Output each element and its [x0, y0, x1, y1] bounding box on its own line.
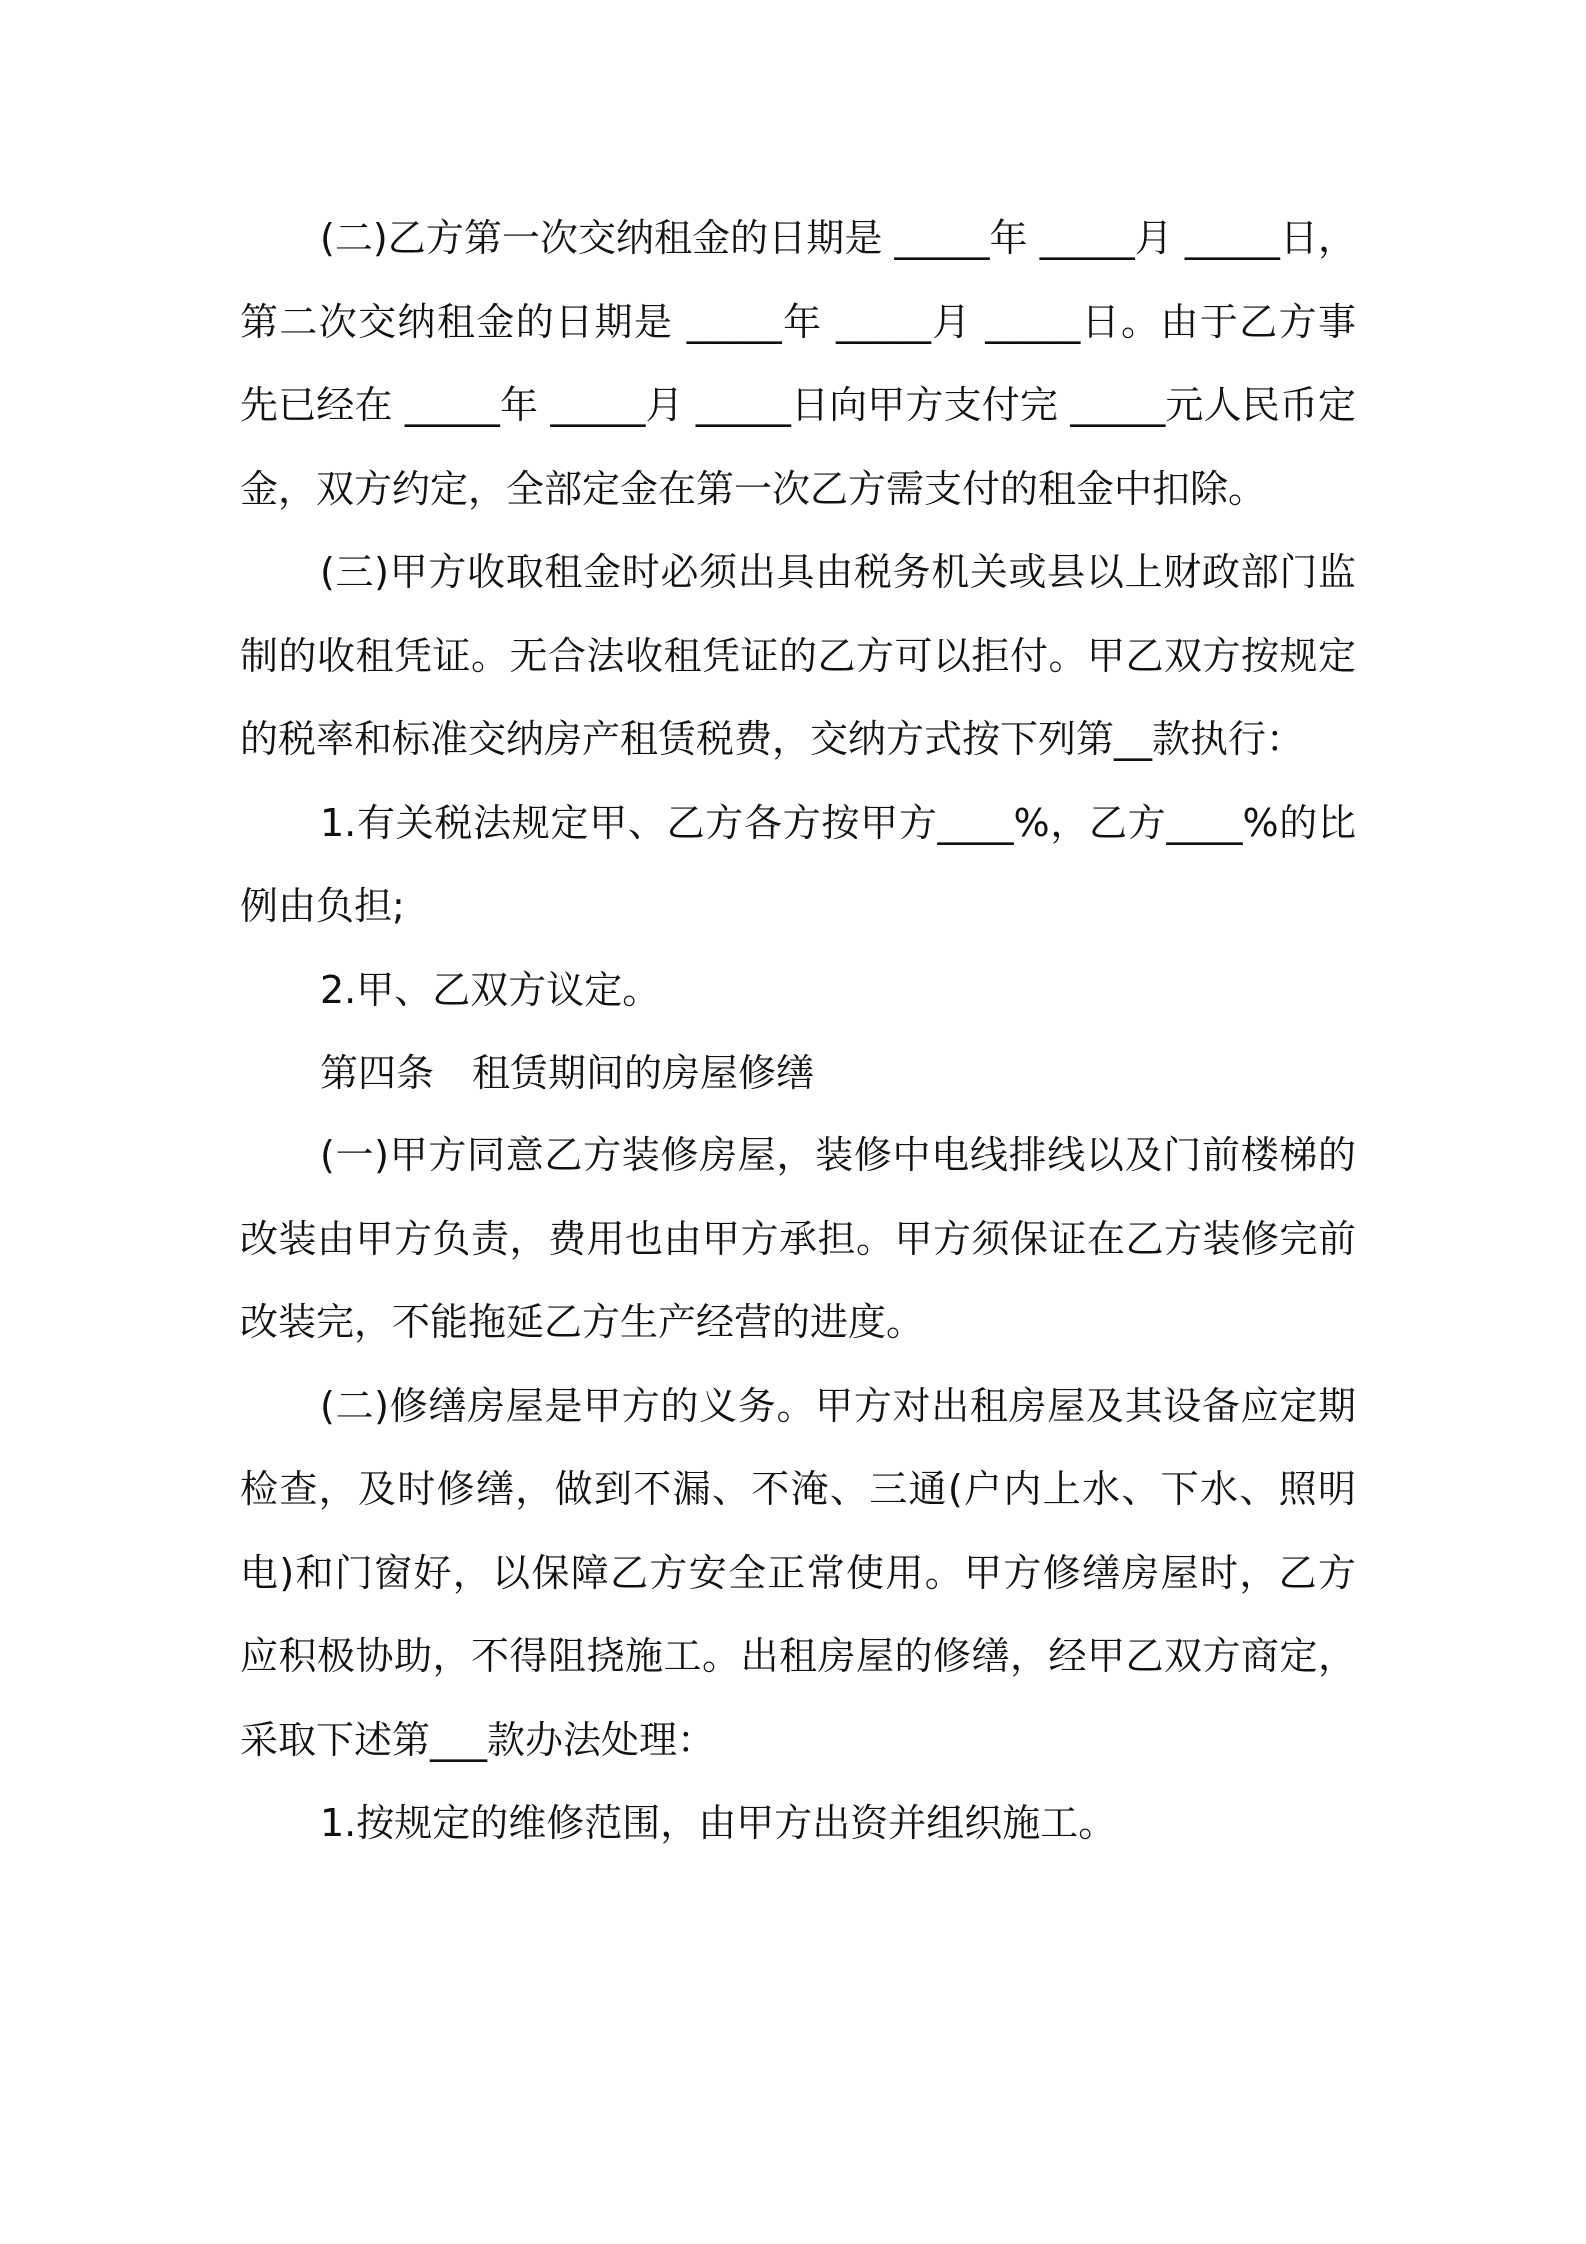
paragraph-tax-option-1: 1.有关税法规定甲、乙方各方按甲方____%，乙方____%的比例由负担;	[240, 800, 1356, 928]
article-4-heading: 第四条 租赁期间的房屋修缮	[320, 1051, 815, 1095]
document-body	[240, 197, 1356, 1866]
paragraph-renovation: (一)甲方同意乙方装修房屋，装修中电线排线以及门前楼梯的改装由甲方负责，费用也由甲方承担。甲方须保证在乙方装修完前改装完，不能拖延乙方生产经营的进度。	[240, 1133, 1356, 1344]
paragraph-tax-option-2: 2.甲、乙双方议定。	[320, 967, 661, 1012]
paragraph-repair-option-1: 1.按规定的维修范围，由甲方出资并组织施工。	[320, 1801, 1117, 1845]
paragraph-rent-payment-dates: (二)乙方第一次交纳租金的日期是 _____年 _____月 _____日，第二次交纳租金的日期是 _____年 _____月 _____日。由于乙方事先已经在 _____年 _____月 _____日向甲方支付完 _____元人民币定金，双方约定，全部定金在第一次乙方需支付的租金中扣除。	[240, 216, 1356, 511]
paragraph-repair-obligation: (二)修缮房屋是甲方的义务。甲方对出租房屋及其设备应定期检查，及时修缮，做到不漏、不淹、三通(户内上水、下水、照明电)和门窗好，以保障乙方安全正常使用。甲方修缮房屋时，乙方应积极协助，不得阻挠施工。出租房屋的修缮，经甲乙双方商定，采取下述第___款办法处理：	[240, 1383, 1356, 1762]
paragraph-rent-receipt-tax: (三)甲方收取租金时必须出具由税务机关或县以上财政部门监制的收租凭证。无合法收租凭证的乙方可以拒付。甲乙双方按规定的税率和标准交纳房产租赁税费，交纳方式按下列第__款执行：	[240, 550, 1356, 761]
